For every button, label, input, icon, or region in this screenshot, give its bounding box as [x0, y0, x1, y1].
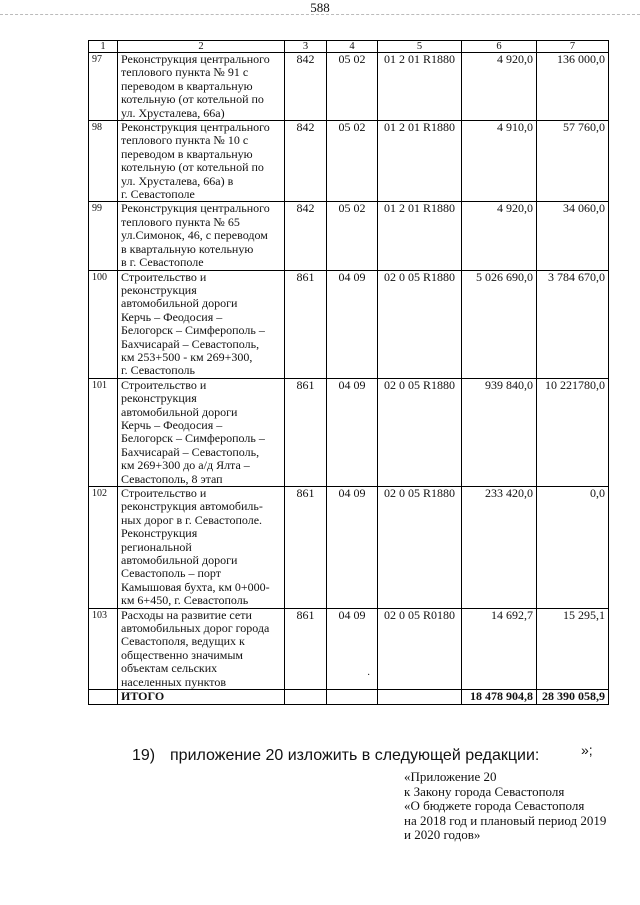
row-name-line: населенных пунктов [121, 674, 227, 689]
table-row [89, 378, 609, 486]
appendix-line: «Приложение 20 [404, 769, 497, 784]
row-name-line: Белогорск – Симферополь – [121, 323, 265, 338]
section-code-cell: 05 02 [327, 121, 378, 202]
row-name-line: Севастополь – порт [121, 566, 221, 581]
row-name-line: объектам сельских [121, 661, 218, 676]
ministry-code-cell: 842 [285, 202, 327, 270]
total-empty-cell [89, 690, 118, 705]
row-name-line: котельную (от котельной по [121, 92, 264, 107]
table-row [89, 202, 609, 270]
row-name-line: км 6+450, г. Севастополь [121, 593, 249, 608]
amendment-item-19 [132, 747, 539, 765]
amount-2019-cell: 4 920,0 [462, 53, 537, 121]
row-name-line: автомобильной дороги [121, 553, 238, 568]
target-code-cell: 02 0 05 R0180 [378, 608, 462, 689]
amount-2020-cell: 0,0 [537, 487, 609, 609]
header-cell: 5 [378, 41, 462, 53]
header-cell: 1 [89, 41, 118, 53]
ministry-code-cell: 861 [285, 378, 327, 486]
closing-quote: »; [581, 742, 593, 758]
item-text: приложение 20 изложить в следующей редакции: [170, 747, 540, 764]
row-name-line: Керчь – Феодосия – [121, 309, 223, 324]
ministry-code-cell: 842 [285, 121, 327, 202]
row-name-cell [118, 270, 285, 378]
amount-2019-cell: 233 420,0 [462, 487, 537, 609]
row-name-cell [118, 53, 285, 121]
amount-2019-cell: 5 026 690,0 [462, 270, 537, 378]
row-name-line: Строительство и [121, 269, 207, 284]
ministry-code-cell: 861 [285, 487, 327, 609]
row-name-line: Строительство и [121, 486, 207, 500]
row-name-line: в г. Севастополе [121, 255, 204, 270]
appendix-line: на 2018 год и плановый период 2019 [404, 812, 607, 828]
row-name-line: Реконструкция центрального [121, 120, 270, 135]
row-name-line: котельную (от котельной по [121, 160, 264, 175]
header-cell: 7 [537, 41, 609, 53]
row-number-cell: 101 [89, 378, 118, 486]
target-code-cell: 01 2 01 R1880 [378, 202, 462, 270]
total-label-cell: ИТОГО [118, 690, 285, 705]
row-name-line: автомобильной дороги [121, 404, 238, 419]
amount-2019-cell: 4 920,0 [462, 202, 537, 270]
section-code-cell: 04 09 [327, 487, 378, 609]
ministry-code-cell: 861 [285, 608, 327, 689]
row-number-cell: 100 [89, 270, 118, 378]
row-name-line: автомобильных дорог города [121, 621, 270, 636]
row-name-line: ул. Хрусталева, 66а) в [121, 173, 234, 188]
header-cell: 3 [285, 41, 327, 53]
target-code-cell: 02 0 05 R1880 [378, 378, 462, 486]
amount-2020-cell: 57 760,0 [537, 121, 609, 202]
row-name-line: Реконструкция центрального [121, 201, 270, 216]
row-name-line: ных дорог в г. Севастополе. [121, 512, 263, 527]
header-cell: 4 [327, 41, 378, 53]
row-name-line: км 253+500 - км 269+300, [121, 349, 253, 364]
stray-dot: · [367, 670, 371, 681]
target-code-cell: 02 0 05 R1880 [378, 270, 462, 378]
table-row [89, 121, 609, 202]
row-name-line: теплового пункта № 65 [121, 214, 240, 229]
row-name-line: теплового пункта № 10 с [121, 133, 249, 148]
row-name-line: Севастополь, 8 этап [121, 471, 223, 486]
row-name-line: реконструкция [121, 391, 197, 406]
row-name-line: Расходы на развитие сети [121, 607, 252, 622]
row-name-line: Керчь – Феодосия – [121, 417, 223, 432]
target-code-cell: 01 2 01 R1880 [378, 121, 462, 202]
row-name-line: региональной [121, 539, 192, 554]
item-number: 19) [132, 747, 156, 764]
section-code-cell: 04 09 [327, 608, 378, 689]
amount-2019-cell: 4 910,0 [462, 121, 537, 202]
section-code-cell: 04 09 [327, 378, 378, 486]
appendix-line: и 2020 годов» [404, 827, 481, 842]
row-name-line: в квартальную котельную [121, 241, 254, 256]
row-name-line: г. Севастополе [121, 187, 195, 202]
appendix-line: к Закону города Севастополя [404, 783, 565, 799]
header-cell: 6 [462, 41, 537, 53]
target-code-cell: 02 0 05 R1880 [378, 487, 462, 609]
row-name-line: Бахчисарай – Севастополь, [121, 336, 260, 351]
row-name-line: Реконструкция [121, 526, 198, 541]
table-row [89, 270, 609, 378]
row-name-line: автомобильной дороги [121, 296, 238, 311]
table-header-row [89, 41, 609, 53]
total-empty-cell [327, 690, 378, 705]
total-amount-2020-cell: 28 390 058,9 [537, 690, 609, 705]
row-name-cell [118, 608, 285, 689]
row-number-cell: 98 [89, 121, 118, 202]
row-name-line: ул. Хрусталева, 66а) [121, 105, 225, 120]
row-name-line: ул.Симонок, 46, с переводом [121, 228, 268, 243]
amount-2020-cell: 10 221780,0 [537, 378, 609, 486]
amount-2019-cell: 939 840,0 [462, 378, 537, 486]
appendix-heading [404, 770, 606, 843]
section-code-cell: 05 02 [327, 202, 378, 270]
budget-table [88, 40, 609, 705]
row-name-line: г. Севастополь [121, 363, 196, 378]
row-number-cell: 102 [89, 487, 118, 609]
header-cell: 2 [118, 41, 285, 53]
row-number-cell: 99 [89, 202, 118, 270]
appendix-line: «О бюджете города Севастополя [404, 798, 585, 813]
page-number: 588 [310, 0, 330, 15]
amount-2019-cell: 14 692,7 [462, 608, 537, 689]
amount-2020-cell: 34 060,0 [537, 202, 609, 270]
total-amount-2019-cell: 18 478 904,8 [462, 690, 537, 705]
amount-2020-cell: 136 000,0 [537, 53, 609, 121]
section-code-cell: 04 09 [327, 270, 378, 378]
row-name-line: реконструкция автомобиль- [121, 499, 263, 514]
row-name-line: Белогорск – Симферополь – [121, 431, 265, 446]
row-name-line: реконструкция [121, 282, 197, 297]
row-name-line: теплового пункта № 91 с [121, 65, 249, 80]
ministry-code-cell: 861 [285, 270, 327, 378]
row-name-line: Камышовая бухта, км 0+000- [121, 579, 270, 594]
row-name-line: переводом в квартальную [121, 146, 253, 161]
section-code-cell: 05 02 [327, 53, 378, 121]
row-name-line: Реконструкция центрального [121, 52, 270, 66]
row-name-line: переводом в квартальную [121, 78, 253, 93]
amount-2020-cell: 15 295,1 [537, 608, 609, 689]
row-name-line: Бахчисарай – Севастополь, [121, 444, 260, 459]
ministry-code-cell: 842 [285, 53, 327, 121]
table-row [89, 53, 609, 121]
row-name-line: Строительство и [121, 377, 207, 392]
target-code-cell: 01 2 01 R1880 [378, 53, 462, 121]
row-name-cell [118, 202, 285, 270]
scan-edge-line [0, 14, 640, 15]
row-name-cell [118, 121, 285, 202]
total-empty-cell [378, 690, 462, 705]
total-row [89, 690, 609, 705]
row-name-cell [118, 378, 285, 486]
row-name-line: км 269+300 до а/д Ялта – [121, 458, 250, 473]
table-row [89, 487, 609, 609]
row-name-line: Севастополя, ведущих к [121, 634, 245, 649]
amount-2020-cell: 3 784 670,0 [537, 270, 609, 378]
row-name-line: общественно значимым [121, 647, 244, 662]
row-number-cell: 97 [89, 53, 118, 121]
total-empty-cell [285, 690, 327, 705]
table-row [89, 608, 609, 689]
row-number-cell: 103 [89, 608, 118, 689]
row-name-cell [118, 487, 285, 609]
